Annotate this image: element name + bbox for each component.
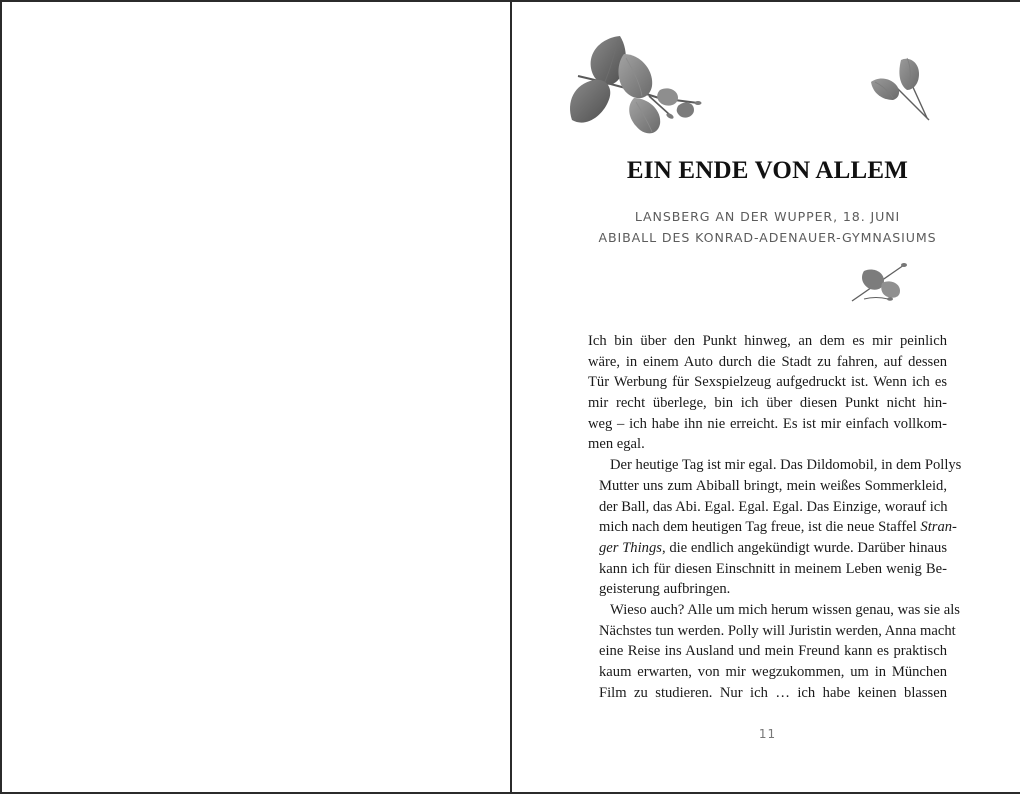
paragraph-1 — [588, 331, 947, 455]
right-page — [512, 2, 1020, 792]
left-page-blank — [2, 2, 510, 792]
leaf-sprig-icon — [850, 261, 908, 305]
text-line: Der heutige Tag ist mir egal. Das Dildomobil, in dem Pollys — [610, 457, 962, 474]
text-line: weg – ich habe ihn nie erreicht. Es ist mir einfach vollkom- — [588, 415, 947, 432]
text-line: men egal. — [588, 436, 645, 453]
italic-title-segment: Stran- — [920, 519, 957, 536]
chapter-title: EIN ENDE VON ALLEM — [626, 157, 909, 184]
text-line: der Ball, das Abi. Egal. Egal. Egal. Das Einzige, worauf ich — [599, 498, 948, 515]
text-line — [588, 538, 947, 559]
text-line: eine Reise ins Ausland und mein Freund kann es praktisch — [599, 643, 947, 660]
text-line: Tür Werbung für Sexspielzeug aufgedruckt ist. Wenn ich es — [588, 374, 947, 391]
subtitle-location-date: LANSBERG AN DER WUPPER, 18. JUNI — [634, 209, 901, 224]
text-line: Film zu studieren. Nur ich … ich habe keinen blassen — [599, 684, 947, 701]
text-line: Nächstes tun werden. Polly will Juristin werden, Anna macht — [599, 622, 956, 639]
text-segment: , die endlich angekündigt wurde. Darüber hinaus — [661, 539, 947, 556]
page-number: 11 — [758, 727, 777, 741]
chapter-body-text — [588, 331, 962, 703]
chapter-subtitle — [578, 206, 957, 248]
paragraph-2 — [588, 455, 962, 600]
text-line: mir recht überlege, bin ich über diesen Punkt nicht hin- — [588, 395, 947, 412]
text-line: kann ich für diesen Einschnitt in meinem Leben wenig Be- — [599, 560, 947, 577]
subtitle-event: ABIBALL DES KONRAD-ADENAUER-GYMNASIUMS — [598, 230, 937, 245]
text-line: kaum erwarten, von mir wegzukommen, um in München — [599, 664, 947, 680]
crocus-flower-icon — [867, 54, 937, 122]
text-line: Wieso auch? Alle um mich herum wissen genau, was sie als — [610, 601, 960, 618]
text-line: geisterung aufbringen. — [599, 581, 731, 598]
text-segment: mich nach dem heutigen Tag freue, ist die neue Staffel — [599, 519, 921, 536]
text-line: Mutter uns zum Abiball bringt, mein weißes Sommerkleid, — [599, 477, 947, 494]
text-line — [588, 517, 957, 538]
paragraph-3 — [588, 600, 960, 703]
eucalyptus-leaves-icon — [564, 32, 704, 136]
text-line: wäre, in einem Auto durch die Stadt zu fahren, auf dessen — [588, 353, 947, 370]
text-line: Ich bin über den Punkt hinweg, an dem es mir peinlich — [588, 333, 947, 349]
italic-title-segment: ger Things — [599, 539, 662, 556]
